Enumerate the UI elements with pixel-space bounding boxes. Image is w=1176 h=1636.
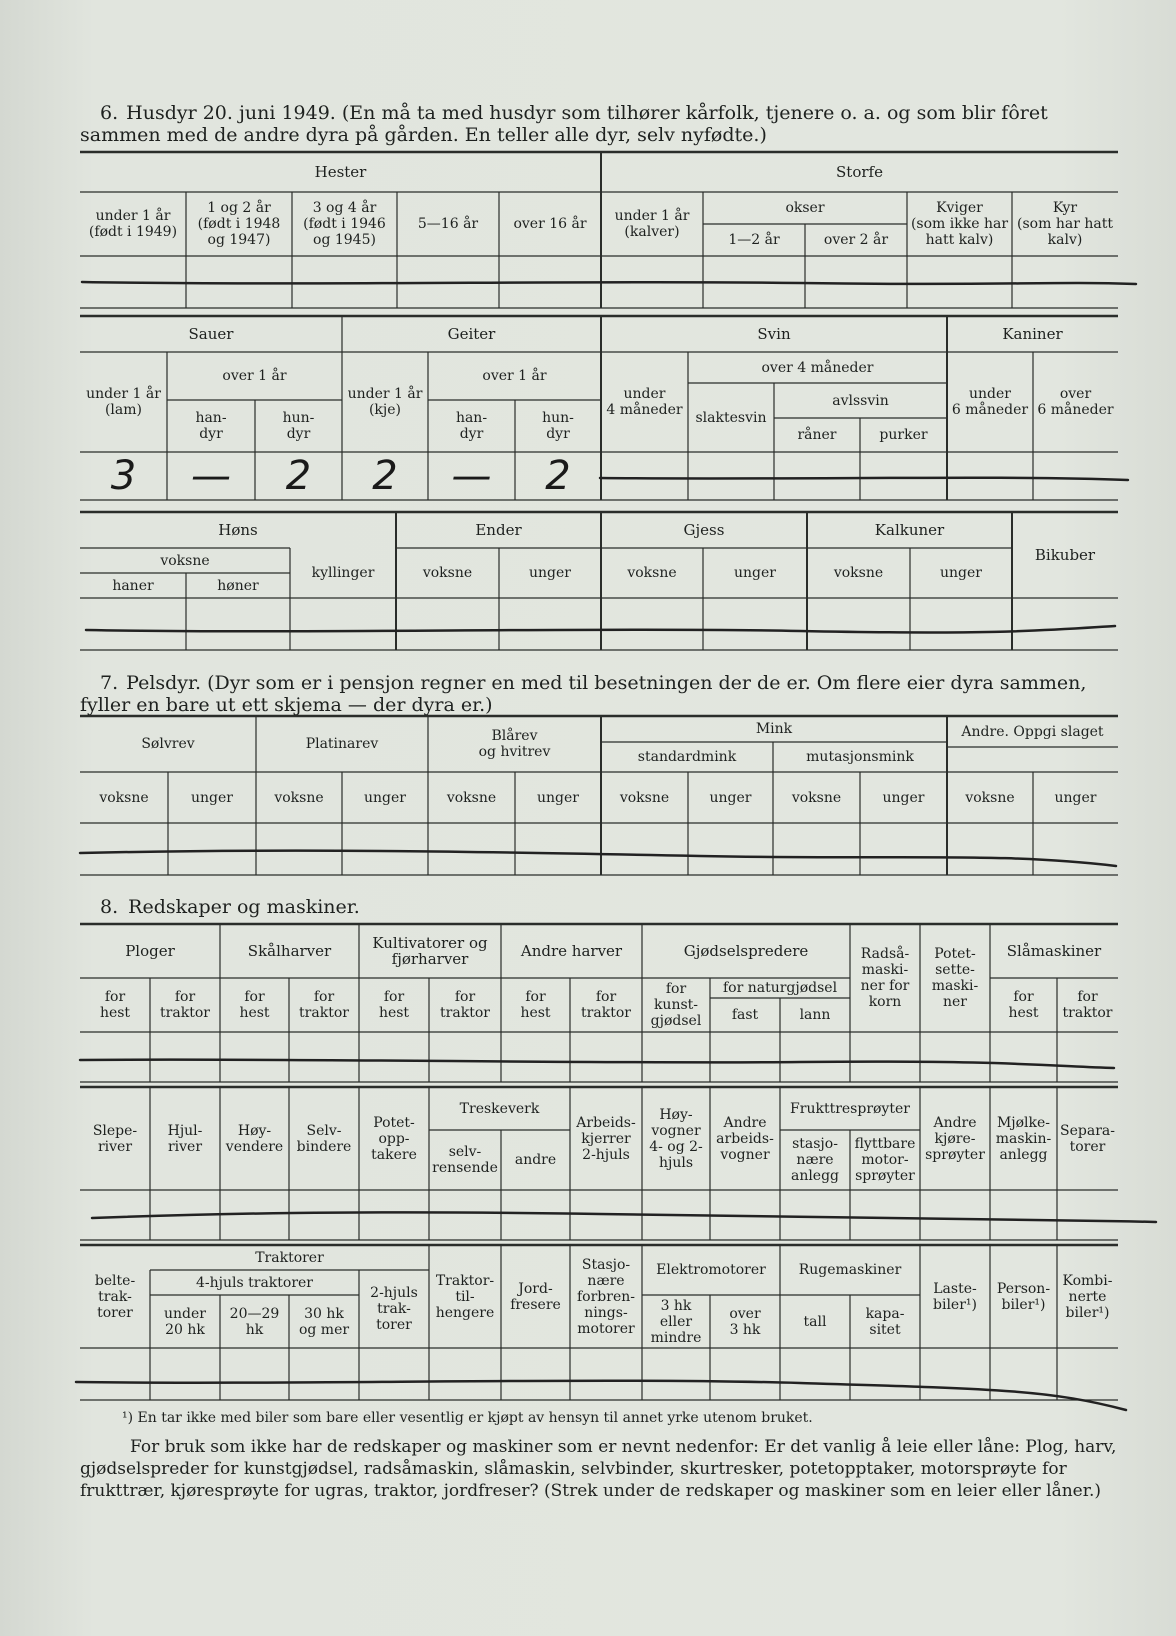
solvrev-voksne: voksne [99, 789, 149, 806]
geiter-handyr: han- dyr [455, 410, 488, 442]
kalkuner-unger: unger [940, 565, 982, 581]
lastebiler-header: Laste- biler¹) [933, 1280, 977, 1313]
jordfresere-header: Jord- fresere [510, 1280, 561, 1313]
handwritten-sau-hundyr: 2 [285, 453, 312, 499]
mutasjonsmink-voksne: voksne [791, 789, 842, 806]
treskeverk-andre: andre [514, 1152, 557, 1168]
svin-purker: purker [879, 427, 928, 443]
slamaskiner-hest: for hest [1008, 989, 1039, 1021]
arbeidskjerrer-header: Arbeids- kjerrer 2-hjuls [576, 1114, 636, 1163]
section-7-text: Pelsdyr. (Dyr som er i pensjon regner en med til besetningen der de er. Om flere eier dyra sammen, fyller en bare ut ett skjema — der dyra er.) [80, 672, 1087, 716]
blarev-header: Blårev og hvitrev [478, 728, 551, 760]
handwritten-lam-count: 3 [110, 453, 137, 499]
okser-1-2: 1—2 år [728, 232, 780, 248]
hons-header: Høns [218, 521, 258, 539]
hester-col-under-1: under 1 år (født i 1949) [88, 208, 178, 240]
kaniner-over-6: over 6 måneder [1037, 386, 1114, 418]
hester-col-5-16: 5—16 år [417, 216, 479, 232]
potetopptakere-header: Potet- opp- takere [371, 1114, 417, 1163]
hons-honer: høner [217, 577, 259, 594]
mutasjonsmink-header: mutasjonsmink [806, 749, 914, 765]
hjulriver-header: Hjul- river [167, 1122, 203, 1155]
okser-over-2: over 2 år [823, 232, 889, 248]
storfe-okser: okser [785, 200, 825, 216]
stasjonaere-motorer-header: Stasjo- nære forbren- nings- motorer [577, 1256, 635, 1337]
section-8-heading [100, 896, 360, 918]
arbeidsvogner-header: Andre arbeids- vogner [716, 1114, 774, 1163]
firehjuls-traktorer-header: 4-hjuls traktorer [196, 1274, 313, 1291]
handwritten-kje-count: 2 [372, 453, 398, 499]
ploger-header: Ploger [125, 942, 175, 960]
rugemaskiner-header: Rugemaskiner [798, 1262, 902, 1278]
kaniner-under-6: under 6 måneder [951, 386, 1029, 418]
treskeverk-selvrensende: selv- rensende [432, 1144, 498, 1176]
gjodsel-fast: fast [731, 1007, 759, 1023]
mutasjonsmink-unger: unger [882, 789, 925, 806]
section-6-number: 6. [100, 102, 119, 124]
svin-avlssvin: avlssvin [832, 392, 889, 409]
kultivatorer-hest: for hest [378, 989, 410, 1021]
section-7-number: 7. [100, 672, 119, 694]
frukttresproyter-header: Frukttresprøyter [790, 1100, 910, 1117]
hoyvogner-header: Høy- vogner 4- og 2- hjuls [649, 1106, 703, 1171]
footnote: ¹) En tar ikke med biler som bare eller vesentlig er kjøpt av hensyn til annet yrke utenom bruket. [122, 1410, 813, 1426]
platinarev-voksne: voksne [274, 789, 324, 806]
solvrev-header: Sølvrev [141, 736, 195, 752]
bikuber-header: Bikuber [1034, 546, 1096, 564]
gjodsel-natur: for naturgjødsel [722, 980, 838, 996]
solvrev-unger: unger [191, 789, 233, 806]
svin-under-4: under 4 måneder [606, 386, 683, 418]
sauer-hundyr: hun- dyr [282, 410, 315, 442]
ploger-hest: for hest [99, 989, 131, 1021]
section-8-text: Redskaper og maskiner. [128, 896, 360, 918]
traktor-30hk-mer: 30 hk og mer [298, 1305, 350, 1338]
ender-header: Ender [475, 521, 522, 539]
kaniner-header: Kaniner [1002, 325, 1063, 343]
elektromotorer-header: Elektromotorer [656, 1262, 766, 1278]
traktorer-header: Traktorer [255, 1249, 324, 1266]
treskeverk-header: Treskeverk [459, 1100, 540, 1117]
svin-header: Svin [757, 325, 791, 343]
hester-col-1-2: 1 og 2 år (født i 1948 og 1947) [197, 200, 281, 248]
slamaskiner-traktor: for traktor [1062, 989, 1113, 1021]
andre-unger: unger [1054, 789, 1097, 806]
sauer-over-1: over 1 år [222, 368, 287, 384]
gjodsel-lann: lann [799, 1007, 831, 1023]
ender-voksne: voksne [422, 565, 473, 581]
geiter-kje: under 1 år (kje) [347, 386, 423, 418]
traktor-under-20hk: under 20 hk [164, 1305, 206, 1338]
slamaskiner-header: Slåmaskiner [1006, 942, 1102, 960]
frukt-flyttbare: flyttbare motor- sprøyter [854, 1136, 916, 1184]
standardmink-header: standardmink [637, 749, 737, 765]
ender-unger: unger [529, 565, 571, 581]
svin-raner: råner [797, 427, 837, 443]
skalharver-traktor: for traktor [299, 989, 349, 1021]
geiter-hundyr: hun- dyr [542, 410, 574, 442]
hons-kyllinger: kyllinger [311, 565, 375, 581]
personbiler-header: Person- biler¹) [996, 1280, 1051, 1313]
tohjuls-traktorer-header: 2-hjuls trak- torer [370, 1285, 418, 1333]
storfe-kviger: Kviger (som ikke har hatt kalv) [910, 200, 1009, 248]
kalkuner-header: Kalkuner [874, 521, 945, 539]
geiter-over-1: over 1 år [482, 368, 547, 384]
kalkuner-voksne: voksne [833, 565, 884, 581]
geiter-header: Geiter [447, 325, 496, 343]
storfe-kyr: Kyr (som har hatt kalv) [1017, 200, 1113, 248]
hons-voksne: voksne [160, 552, 210, 569]
rugemaskiner-kapasitet: kapa- sitet [865, 1305, 905, 1338]
kultivatorer-traktor: for traktor [440, 989, 490, 1021]
radsamaskiner-header: Radså- maski- ner for korn [860, 946, 910, 1010]
traktortilhengere-header: Traktor- til- hengere [435, 1272, 495, 1321]
kultivatorer-header: Kultivatorer og fjørharver [372, 934, 488, 968]
hons-haner: haner [112, 577, 154, 594]
frukt-stasjonaere: stasjo- nære anlegg [790, 1136, 840, 1184]
standardmink-voksne: voksne [619, 789, 670, 806]
gjodsel-kunst: for kunst- gjødsel [650, 981, 702, 1029]
handwritten-sau-handyr: — [191, 453, 231, 499]
mjolkemaskin-header: Mjølke- maskin- anlegg [995, 1114, 1052, 1163]
gjess-header: Gjess [683, 521, 725, 539]
gjess-voksne: voksne [627, 565, 677, 581]
platinarev-unger: unger [364, 789, 406, 806]
blarev-voksne: voksne [446, 789, 497, 806]
andre-harver-traktor: for traktor [581, 989, 631, 1021]
andre-pelsdyr-header: Andre. Oppgi slaget [961, 723, 1104, 740]
andre-harver-header: Andre harver [520, 942, 623, 960]
rugemaskiner-tall: tall [803, 1313, 827, 1330]
kjoresproyter-header: Andre kjøre- sprøyter [925, 1114, 985, 1163]
ploger-traktor: for traktor [160, 989, 210, 1021]
hester-col-over-16: over 16 år [513, 216, 587, 232]
rental-question [80, 1436, 1120, 1502]
svin-over-4: over 4 måneder [761, 359, 874, 376]
potetsettemaskiner-header: Potet- sette- maski- ner [931, 946, 979, 1010]
skalharver-header: Skålharver [247, 942, 332, 960]
storfe-kalver: under 1 år (kalver) [614, 208, 690, 240]
platinarev-header: Platinarev [305, 736, 379, 752]
sauer-header: Sauer [188, 325, 234, 343]
gjodselspredere-header: Gjødselspredere [683, 942, 809, 960]
andre-voksne: voksne [965, 789, 1015, 806]
svin-slaktesvin: slaktesvin [695, 409, 767, 426]
sauer-handyr: han- dyr [195, 410, 227, 442]
kombinerte-biler-header: Kombi- nerte biler¹) [1062, 1272, 1113, 1321]
selvbindere-header: Selv- bindere [296, 1122, 352, 1155]
standardmink-unger: unger [709, 789, 752, 806]
slepe-river-header: Slepe- river [92, 1122, 138, 1155]
andre-harver-hest: for hest [520, 989, 551, 1021]
hester-header: Hester [314, 163, 367, 181]
elektro-3hk-mindre: 3 hk eller mindre [650, 1297, 702, 1346]
traktor-20-29hk: 20—29 hk [229, 1305, 280, 1338]
separatorer-header: Separa- torer [1060, 1122, 1115, 1155]
hester-col-3-4: 3 og 4 år (født i 1946 og 1945) [303, 200, 386, 248]
section-6-text: Husdyr 20. juni 1949. (En må ta med husdyr som tilhører kårfolk, tjenere o. a. og som blir fôret sammen med de andre dyra på gården. En teller alle dyr, selv nyfødte.) [80, 102, 1048, 146]
section-8-number: 8. [100, 896, 119, 918]
rental-question-text: For bruk som ikke har de redskaper og maskiner som er nevnt nedenfor: Er det vanlig å leie eller låne: Plog, harv, gjødselspreder for kunstgjødsel, radsåmaskin, slåmaskin, selvbinder, skurtresker, potetopptaker, motorsprøyte for frukttrær, kjøresprøyte for ugras, traktor, jordfreser? (Strek under de redskaper og maskiner som en leier eller låner.) [80, 1437, 1117, 1501]
blarev-unger: unger [537, 789, 579, 806]
gjess-unger: unger [734, 565, 776, 581]
storfe-header: Storfe [836, 163, 883, 181]
elektro-over-3hk: over 3 hk [729, 1305, 761, 1338]
sauer-lam: under 1 år (lam) [86, 386, 161, 418]
handwritten-geit-handyr: — [451, 453, 492, 499]
skalharver-hest: for hest [239, 989, 270, 1021]
hoyvendere-header: Høy- vendere [225, 1122, 284, 1155]
section-7-heading [80, 672, 1120, 716]
mink-header: Mink [755, 721, 793, 737]
beltetraktorer-header: belte- trak- torer [94, 1272, 136, 1321]
handwritten-geit-hundyr: 2 [545, 453, 571, 499]
